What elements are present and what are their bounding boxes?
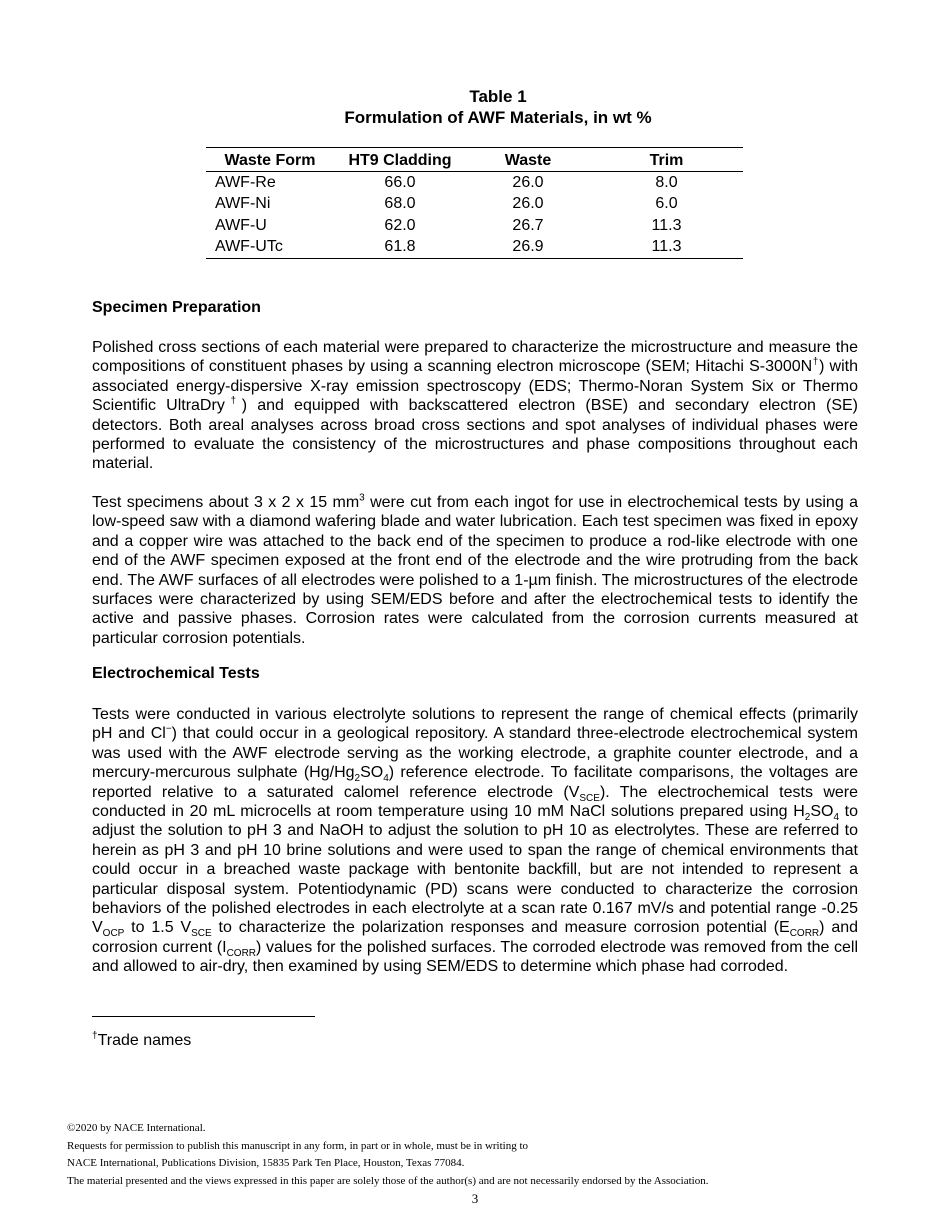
table-row — [206, 237, 743, 259]
table-cell: AWF-Ni — [215, 195, 271, 213]
footnote-mark: † — [92, 1030, 98, 1042]
page-number: 3 — [471, 1191, 479, 1206]
column-header-ht9-cladding: HT9 Cladding — [334, 148, 466, 172]
section-heading-specimen-preparation: Specimen Preparation — [92, 299, 261, 316]
column-header-trim: Trim — [590, 148, 743, 172]
table-cell: AWF-Re — [215, 173, 276, 191]
column-header-waste: Waste — [466, 148, 590, 172]
column-header-waste-form: Waste Form — [206, 148, 334, 172]
footnote — [92, 1032, 191, 1050]
footer-disclaimer: The material presented and the views expressed in this paper are solely those of the author(s) and are not necessarily endorsed by the Association. — [67, 1174, 709, 1187]
table-cell: 8.0 — [655, 173, 678, 191]
table-cell: 11.3 — [590, 237, 743, 259]
table-cell: 68.0 — [384, 195, 416, 213]
paragraph-specimen-2: Test specimens about 3 x 2 x 15 $mm^3$ were cut from each ingot for use in electrochemical tests by using a low-speed saw with a diamond wafering blade and water lubrication. Each test specimen was fixed in epoxy and a copper wire was attached to the back end of the specimen to produce a rod-like electrode with one end of the AWF specimen exposed at the front end of the electrode and the wire protruding from the back end. The AWF surfaces of all electrodes were polished to a 1-µm finish. The microstructures of the electrode surfaces were characterized by using SEM/EDS before and after the electrochemical tests to identify the active and passive phases. Corrosion rates were calculated from the corrosion currents measured at particular corrosion potentials. — [92, 492, 858, 647]
footnote-divider — [92, 1016, 315, 1017]
footer-address: NACE International, Publications Division, 15835 Park Ten Place, Houston, Texas 77084. — [67, 1157, 465, 1169]
table-cell: 66.0 — [384, 173, 416, 191]
table-caption-number: Table 1 — [469, 87, 527, 106]
formulation-table — [206, 147, 743, 259]
table-caption-title: Formulation of AWF Materials, in wt % — [344, 108, 652, 127]
page-footer — [67, 1120, 708, 1190]
section-heading-electrochemical-tests: Electrochemical Tests — [92, 665, 260, 682]
footer-permissions: Requests for permission to publish this manuscript in any form, in part or in whole, must be in writing to — [67, 1139, 529, 1152]
table-row — [206, 215, 743, 237]
table-header-row — [206, 148, 743, 172]
table-cell: 61.8 — [334, 237, 466, 259]
table-cell: 26.0 — [512, 195, 544, 213]
table-cell: AWF-UTc — [206, 237, 334, 259]
table-cell: 11.3 — [651, 216, 682, 234]
table-cell: AWF-U — [215, 216, 267, 234]
table-cell: 62.0 — [384, 216, 416, 234]
table-row — [206, 172, 743, 194]
footer-copyright: ©2020 by NACE International. — [67, 1122, 206, 1134]
table-cell: 26.7 — [512, 216, 544, 234]
table-cell: 6.0 — [655, 195, 678, 213]
table-cell: 26.9 — [466, 237, 590, 259]
paragraph-electrochemical-1: Tests were conducted in various electrolyte solutions to represent the range of chemical effects (primarily pH and Cl−) that could occur in a geological repository. A standard three-electrode electrochemical system was used with the AWF electrode serving as the working electrode, a graphite counter electrode, and a mercury-mercurous sulphate $(Hg/Hg_2SO_4)$ reference electrode. To facilitate comparisons, the voltages are reported relative to a saturated calomel reference electrode $(V_{SCE})$. The electrochemical tests were conducted in 20 mL microcells at room temperature using 10 mM NaCl solutions prepared using $H_2SO_4$ to adjust the solution to pH 3 and NaOH to adjust the solution to pH 10 as electrolytes. These are referred to herein as pH 3 and pH 10 brine solutions and were used to span the range of chemical environments that could occur in a breached waste package with bentonite backfill, but are not intended to represent a particular disposal system. Potentiodynamic (PD) scans were conducted to characterize the corrosion behaviors of the polished electrodes in each electrolyte at a scan rate 0.167 mV/s and potential range -0.25 $V_{OCP}$ to 1.5 $V_{SCE}$ to characterize the polarization responses and measure corrosion potential $(E_{CORR})$ and corrosion current $(I_{CORR})$ values for the polished surfaces. The corroded electrode was removed from the cell and allowed to air-dry, then examined by using SEM/EDS to determine which phase had corroded. — [92, 706, 859, 976]
paragraph-specimen-1: Polished cross sections of each material were prepared to characterize the microstructure and measure the compositions of constituent phases by using a scanning electron microscope (SEM; Hitachi S-3000N†) with associated energy-dispersive X-ray emission spectroscopy (EDS; Thermo-Noran System Six or Thermo Scientific UltraDry†) and equipped with backscattered electron (BSE) and secondary electron (SE) detectors. Both areal analyses across broad cross sections and spot analyses of individual phases were performed to evaluate the consistency of the microstructures and phase compositions throughout each material. — [92, 339, 859, 473]
footnote-text: Trade names — [97, 1032, 192, 1049]
table-row — [206, 194, 743, 216]
table-cell: 26.0 — [512, 173, 544, 191]
